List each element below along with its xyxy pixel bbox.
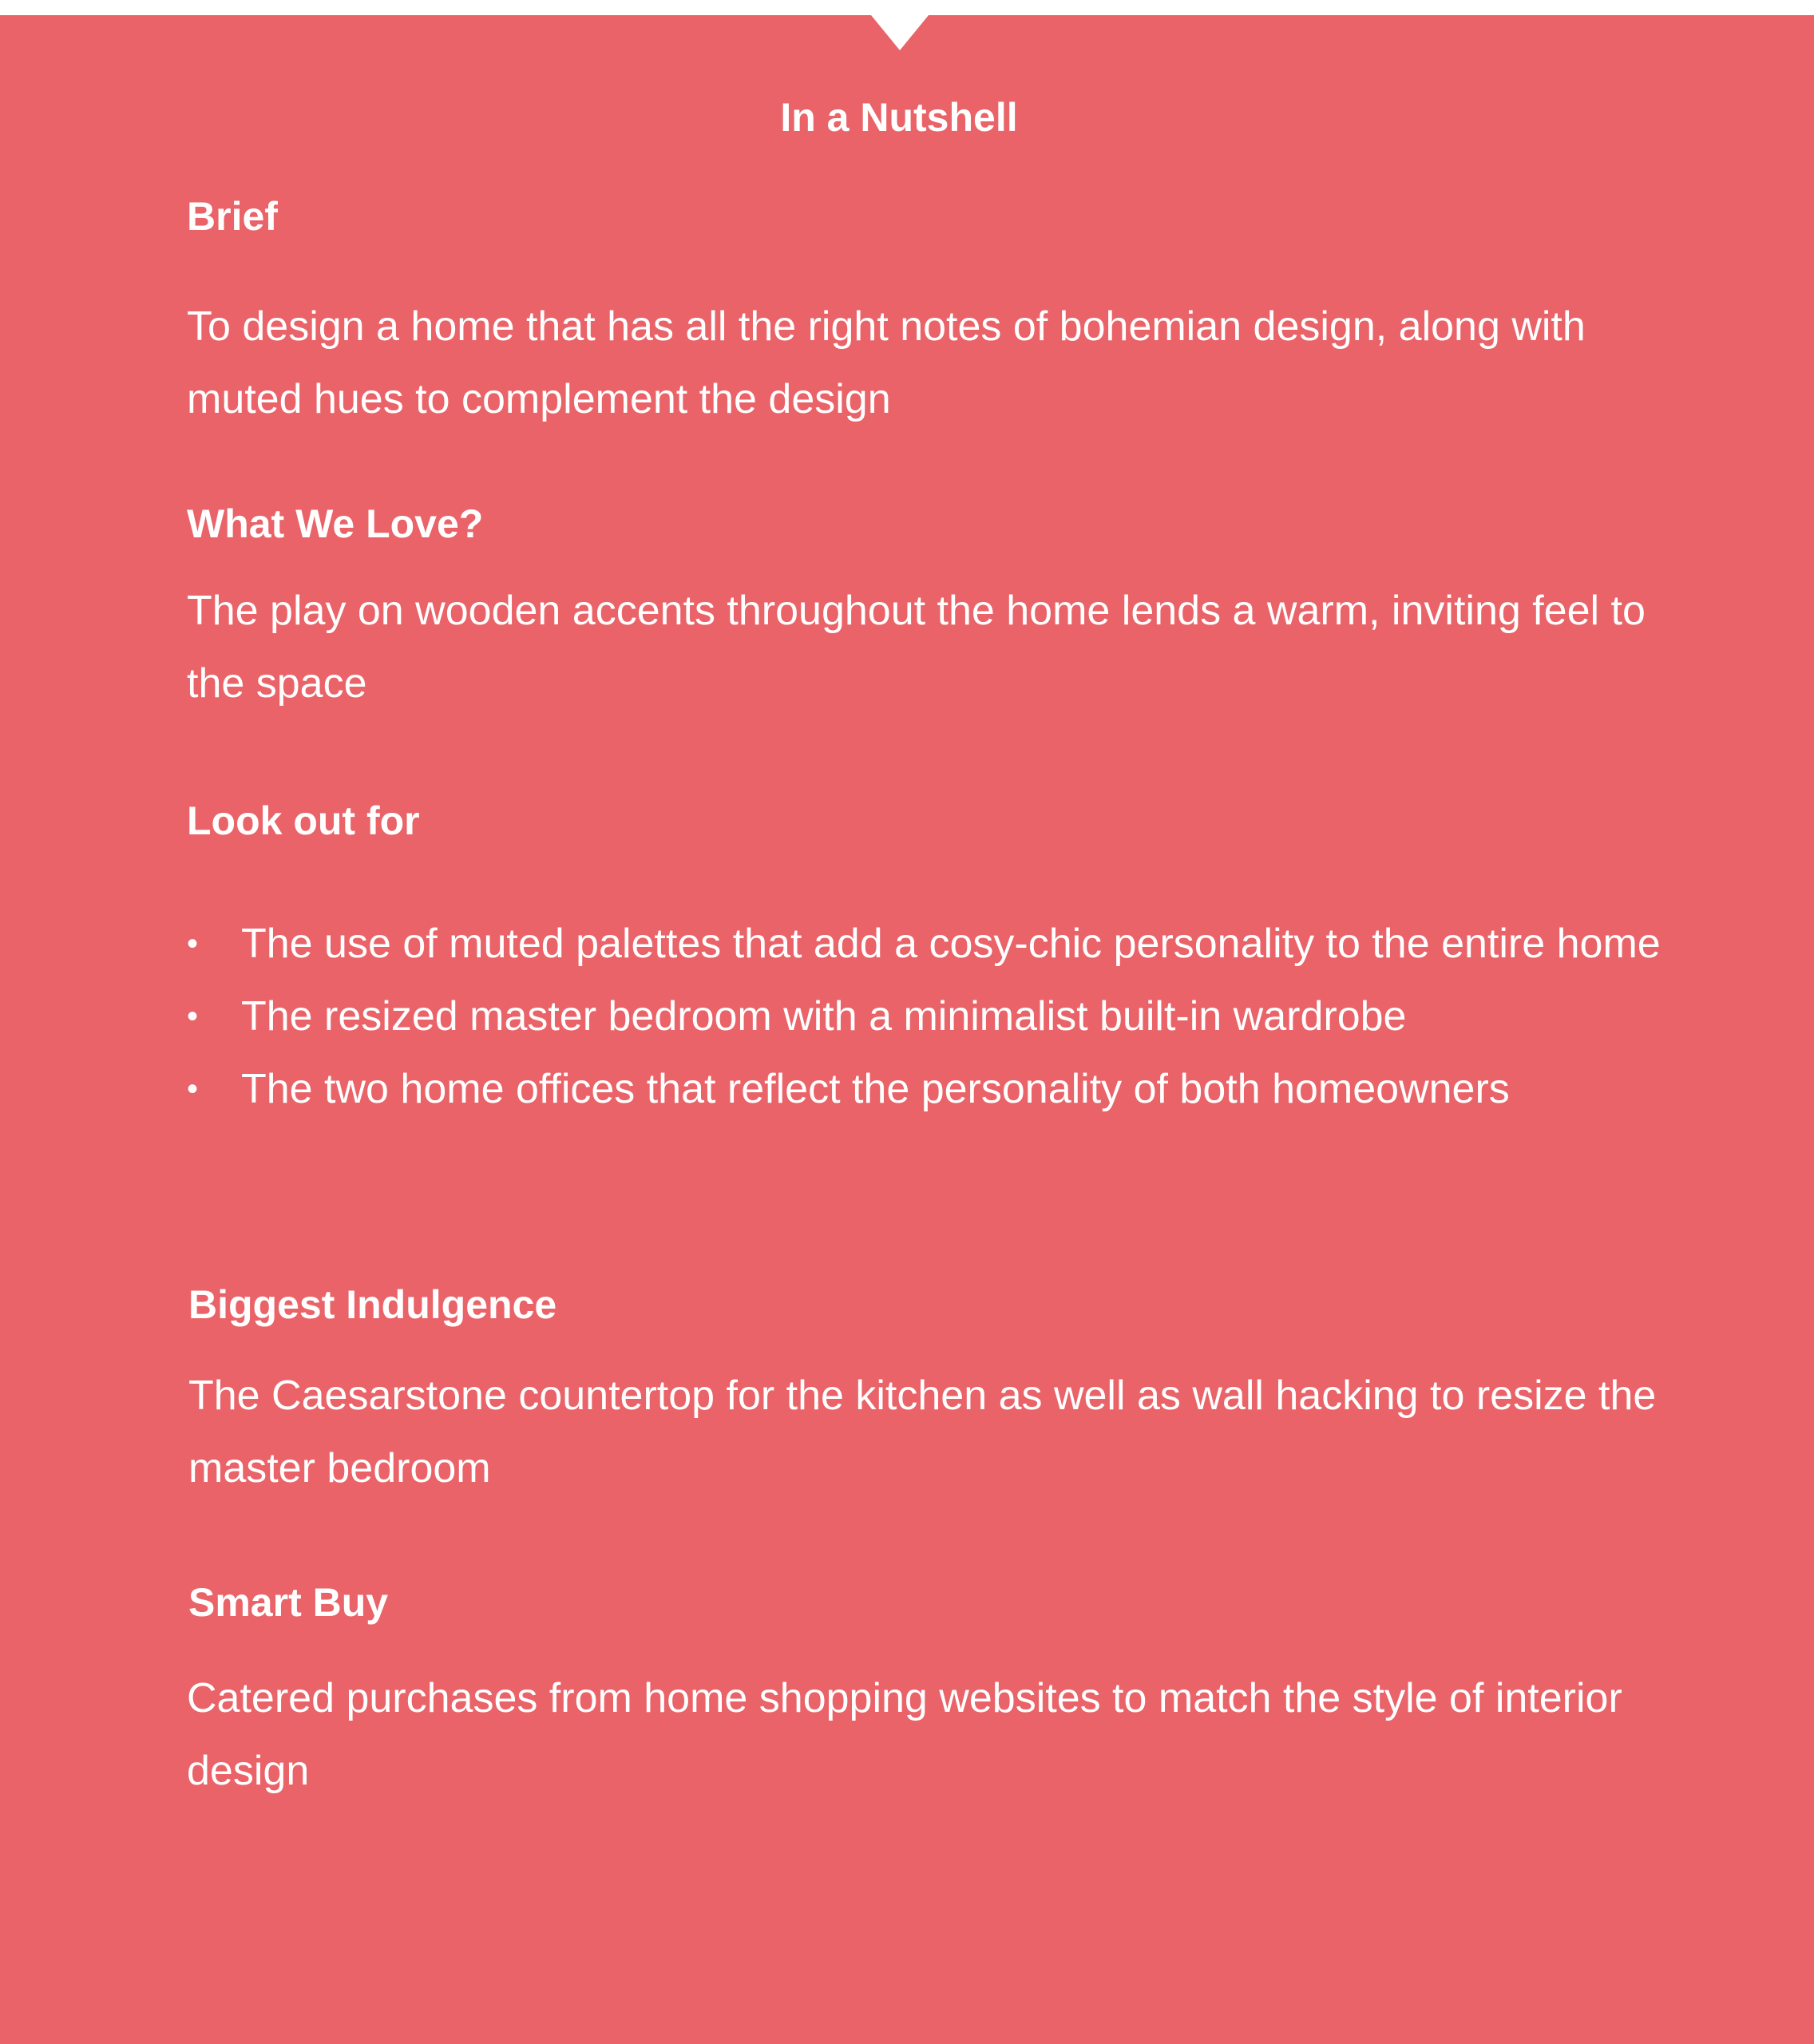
smart-buy-heading: Smart Buy: [188, 1580, 389, 1625]
what-we-love-text: The play on wooden accents throughout the home lends a warm, inviting feel to the space: [187, 588, 1646, 707]
list-item: [187, 1053, 1688, 1126]
smart-buy-text: Catered purchases from home shopping websites to match the style of interior design: [187, 1675, 1622, 1794]
bullet-icon: •: [187, 926, 199, 961]
list-item-text: The use of muted palettes that add a cosy-chic personality to the entire home: [241, 921, 1661, 967]
brief-text: To design a home that has all the right notes of bohemian design, along with muted hues to complement the design: [187, 303, 1586, 422]
biggest-indulgence-heading: Biggest Indulgence: [188, 1282, 557, 1327]
panel-notch: [871, 15, 929, 50]
look-out-for-heading: Look out for: [187, 798, 420, 843]
biggest-indulgence-text: The Caesarstone countertop for the kitchen as well as wall hacking to resize the master bedroom: [188, 1373, 1657, 1491]
bullet-icon: •: [187, 1072, 199, 1107]
list-item: [187, 980, 1688, 1053]
list-item-text: The resized master bedroom with a minimalist built-in wardrobe: [241, 993, 1407, 1040]
look-out-for-list: [187, 908, 1688, 1126]
what-we-love-heading: What We Love?: [187, 501, 484, 546]
brief-heading: Brief: [187, 194, 278, 239]
list-item: [187, 908, 1688, 980]
section-title: In a Nutshell: [780, 95, 1018, 140]
list-item-text: The two home offices that reflect the personality of both homeowners: [241, 1066, 1510, 1112]
bullet-icon: •: [187, 999, 199, 1034]
